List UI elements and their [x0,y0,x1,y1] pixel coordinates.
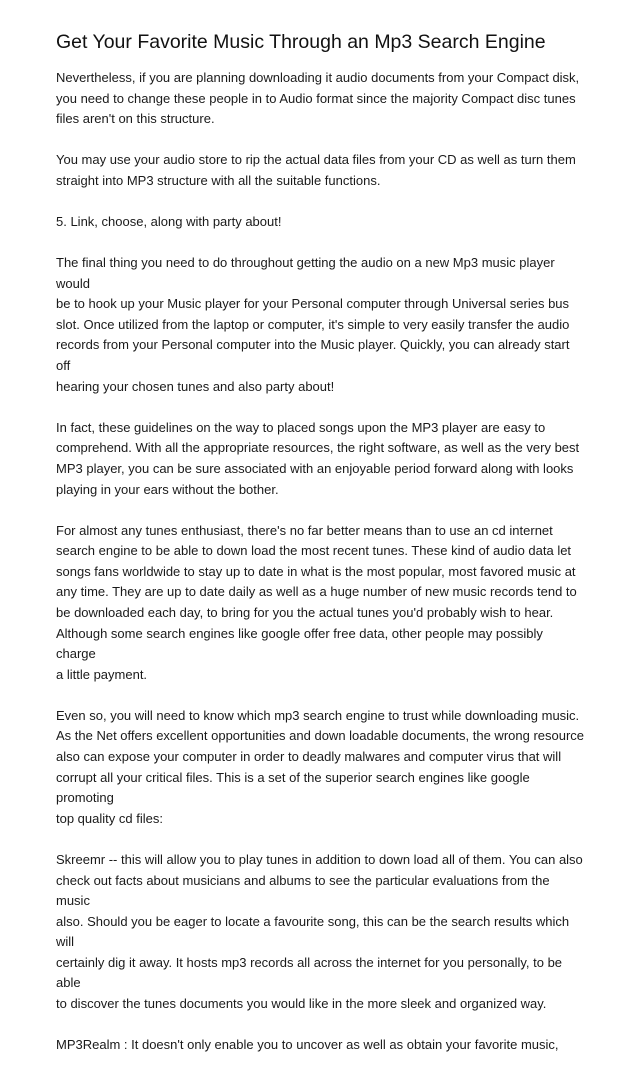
paragraph-8: Skreemr -- this will allow you to play tunes in addition to down load all of them. You can also check out facts about musicians and albums to see the particular evaluations from the music also. Should you be eager to locate a favourite song, this can be the search results which will certainly dig it away. It hosts mp3 records all across the internet for you personally, to be able to discover the tunes documents you would like in the more sleek and organized way. [56,851,583,1012]
document-title: Get Your Favorite Music Through an Mp3 Search Engine [56,31,546,53]
paragraph-1: Nevertheless, if you are planning downloading it audio documents from your Compact disk, you need to change these people in to Audio format since the majority Compact disc tunes files aren't on this structure. [56,70,580,127]
paragraph-3: 5. Link, choose, along with party about! [56,213,282,229]
paragraph-5: In fact, these guidelines on the way to placed songs upon the MP3 player are easy to comprehend. With all the appropriate resources, the right software, as well as the very best MP3 player, you can be sure associated with an enjoyable period forward along with looks playing in your ears without the bother. [56,419,580,497]
paragraph-4: The final thing you need to do throughout getting the audio on a new Mp3 music player would be to hook up your Music player for your Personal computer through Universal series bus slot. Once utilized from the laptop or computer, it's simple to very easily transfer the audio records from your Personal computer into the Music player. Quickly, you can already start off hearing your chosen tunes and also party about! [56,255,570,394]
paragraph-7: Even so, you will need to know which mp3 search engine to trust while downloading music. As the Net offers excellent opportunities and down loadable documents, the wrong resource also can expose your computer in order to deadly malwares and computer virus that will corrupt all your critical files. This is a set of the superior search engines like google promoting top quality cd files: [56,707,585,826]
paragraph-9: MP3Realm : It doesn't only enable you to uncover as well as obtain your favorite music, [56,1037,559,1053]
paragraph-2: You may use your audio store to rip the actual data files from your CD as well as turn them straight into MP3 structure with all the suitable functions. [56,152,576,188]
paragraph-6: For almost any tunes enthusiast, there's no far better means than to use an cd internet search engine to be able to down load the most recent tunes. These kind of audio data let songs fans worldwide to stay up to date in what is the most popular, most favored music at any time. They are up to date daily as well as a huge number of new music records tend to be downloaded each day, to bring for you the actual tunes you'd probably wish to hear. Although some search engines like google offer free data, other people may possibly charge a little payment. [56,522,577,682]
document-body [56,68,586,1076]
